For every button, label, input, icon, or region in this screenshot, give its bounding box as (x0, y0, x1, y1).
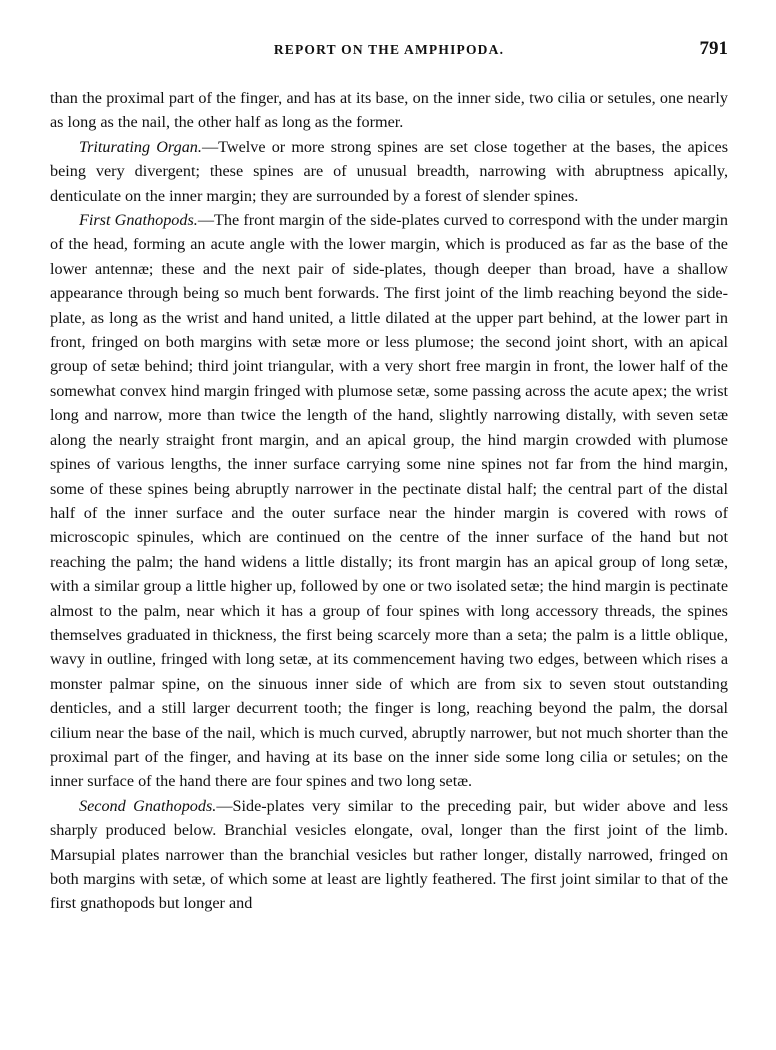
paragraph-continuation (50, 86, 728, 135)
running-header (50, 38, 728, 68)
paragraph-text: than the proximal part of the finger, and has at its base, on the inner side, two cilia or setules, one nearly as long as the nail, the other half as long as the former. (50, 89, 728, 132)
paragraph-triturating-organ (50, 135, 728, 208)
paragraph-first-gnathopods (50, 208, 728, 794)
section-heading: Triturating Organ. (79, 137, 202, 156)
paragraph-text: —The front margin of the side-plates curved to correspond with the under margin of the head, forming an acute angle with the lower margin, which is produced as far as the base of the lower antennæ; these and the next pair of side-plates, though deeper than broad, have a shallow appearance through being so much bent forwards. The first joint of the limb reaching beyond the side-plate, as long as the wrist and hand united, a little dilated at the upper part behind, at the lower part in front, fringed on both margins with setæ more or less plumose; the second joint short, with an apical group of setæ behind; third joint triangular, with a very short free margin in front, the lower half of the somewhat convex hind margin fringed with plumose setæ, some passing across the acute apex; the wrist long and narrow, more than twice the length of the hand, slightly narrowing distally, with seven setæ along the nearly straight front margin, and an apical group, the hind margin crowded with plumose spines of various lengths, the inner surface carrying some nine spines not far from the hind margin, some of these spines being abruptly narrower in the pectinate distal half; the central part of the distal half of the inner surface and the outer surface near the hinder margin is covered with rows of microscopic spinules, which are continued on the centre of the inner surface of the hand but not reaching the palm; the hand widens a little distally; its front margin has an apical group of long setæ, with a similar group a little higher up, followed by one or two isolated setæ; the hind margin is pectinate almost to the palm, near which it has a group of four spines with long accessory threads, the spines themselves graduated in thickness, the first being scarcely more than a seta; the palm is a little oblique, wavy in outline, fringed with long setæ, at its commencement having two edges, between which rises a monster palmar spine, on the sinuous inner side of which are from six to seven stout outstanding denticles, and a still larger decurrent tooth; the finger is long, reaching beyond the palm, the dorsal cilium near the base of the nail, which is much curved, abruptly narrower, but not much shorter than the proximal part of the finger, and having at its base on the inner side some long cilia or setules; on the inner surface of the hand there are four spines and two long setæ. (50, 211, 728, 791)
paragraph-text: —Side-plates very similar to the preceding pair, but wider above and less sharply produced below. Branchial vesicles elongate, oval, longer than the first joint of the limb. Marsupial plates narrower than the branchial vesicles but rather longer, distally narrowed, fringed on both margins with setæ, of which some at least are lightly feathered. The first joint similar to that of the first gnathopods but longer and (50, 796, 728, 913)
paragraph-second-gnathopods (50, 794, 728, 916)
body-text (50, 86, 728, 916)
section-heading: Second Gnathopods. (79, 796, 217, 815)
running-title: REPORT ON THE AMPHIPODA. (273, 42, 505, 57)
paragraph-text: —Twelve or more strong spines are set close together at the bases, the apices being very divergent; these spines are of unusual breadth, narrowing with abruptness apically, denticulate on the inner margin; they are surrounded by a forest of slender spines. (50, 137, 729, 205)
page-number: 791 (699, 38, 728, 59)
section-heading: First Gnathopods. (79, 211, 198, 230)
page (50, 38, 728, 916)
